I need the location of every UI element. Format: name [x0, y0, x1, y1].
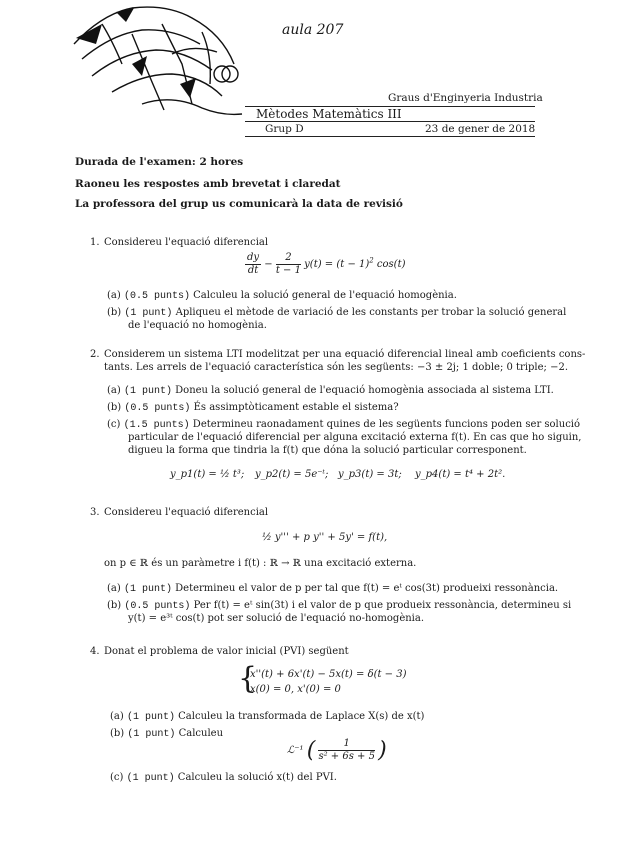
- q2c-item-cont2: digueu la forma que tindria la f(t) que dóna la solució particular corresponent.: [128, 445, 527, 456]
- q4a-item: (a) (1 punt) Calculeu la transformada de Laplace X(s) de x(t): [110, 711, 425, 723]
- q2-func-3: y_p3(t) = 3t;: [338, 469, 402, 480]
- q2-intro: Considerem un sistema LTI modelitzat per una equació diferencial lineal amb coeficients cons-: [104, 349, 586, 360]
- q3a-item: (a) (1 punt) Determineu el valor de p per tal que f(t) = eᵗ cos(3t) produeixi ressonància.: [107, 583, 559, 595]
- header-rule-bottom: [245, 136, 535, 137]
- q3-equation: ½ y''' + p y'' + 5y' = f(t),: [262, 532, 388, 543]
- q4b-laplace-expr: ℒ⁻¹ ( $\frac{1}{\text{s² + 6s + 5}}$ ): [287, 738, 387, 763]
- q3-intro: Considereu l'equació diferencial: [104, 507, 269, 518]
- q2-func-2: y_p2(t) = 5e⁻ᵗ;: [255, 469, 329, 480]
- q3-number: 3.: [90, 507, 100, 518]
- q2c-item-cont: particular de l'equació diferencial per alguna excitació externa f(t). En cas que ho siguin,: [128, 432, 582, 443]
- q1b-item: (b) (1 punt) Apliqueu el mètode de variació de les constants per trobar la solució general: [107, 307, 567, 319]
- q3b-item: (b) (0.5 punts) Per f(t) = eᵗ sin(3t) i el valor de p que produeix ressonància, determineu si: [107, 600, 572, 612]
- q4-system-brace: {: [238, 661, 258, 696]
- q2a-item: (a) (1 punt) Doneu la solució general de l'equació homogènia associada al sistema LTI.: [107, 385, 554, 397]
- instruction-reasoning: Raoneu les respostes amb brevetat i claredat: [75, 178, 341, 190]
- handwritten-room-note: aula 207: [282, 22, 344, 38]
- instruction-review: La professora del grup us comunicarà la data de revisió: [75, 198, 403, 210]
- q4-system-eq2: x(0) = 0, x'(0) = 0: [250, 684, 341, 695]
- q4b-item: (b) (1 punt) Calculeu: [110, 728, 224, 740]
- q1-intro: Considereu l'equació diferencial: [104, 237, 269, 248]
- group-label: Grup D: [265, 123, 304, 135]
- q4-intro: Donat el problema de valor inicial (PVI) següent: [104, 646, 349, 657]
- q1b-item-cont: de l'equació no homogènia.: [128, 320, 267, 331]
- q2-number: 2.: [90, 349, 100, 360]
- instruction-duration: Durada de l'examen: 2 hores: [75, 156, 244, 168]
- degree-title: Graus d'Enginyeria Industria: [388, 92, 543, 104]
- faculty-logo-drawing: [72, 4, 252, 122]
- q1-equation: $\frac{dy}{dt}$ − $\frac{2}{t - 1}$ $y(t) = (t - 1)^2$ cos(t): [247, 252, 406, 276]
- q4-system-eq1: x''(t) + 6x'(t) − 5x(t) = δ(t − 3): [250, 669, 407, 680]
- q1-number: 1.: [90, 237, 100, 248]
- q3-where: on p ∈ ℝ és un paràmetre i f(t) : ℝ → ℝ una excitació externa.: [104, 558, 417, 569]
- q4c-item: (c) (1 punt) Calculeu la solució x(t) del PVI.: [110, 772, 337, 784]
- q2-func-1: y_p1(t) = ½ t³;: [170, 469, 245, 480]
- q4-number: 4.: [90, 646, 100, 657]
- q2-intro-cont: tants. Les arrels de l'equació característica són les següents: −3 ± 2j; 1 doble; 0 triple; −2.: [104, 362, 569, 373]
- q2-func-4: y_p4(t) = t⁴ + 2t².: [415, 469, 506, 480]
- header-rule-mid: [245, 121, 535, 122]
- q3b-item-cont: y(t) = e³ᵗ cos(t) pot ser solució de l'equació no-homogènia.: [128, 613, 425, 624]
- q1a-item: (a) (0.5 punts) Calculeu la solució general de l'equació homogènia.: [107, 290, 457, 302]
- exam-date: 23 de gener de 2018: [425, 123, 536, 135]
- q2c-item: (c) (1.5 punts) Determineu raonadament quines de les següents funcions poden ser solució: [107, 419, 581, 431]
- q2b-item: (b) (0.5 punts) És assimptòticament estable el sistema?: [107, 402, 399, 414]
- course-title: Mètodes Matemàtics III: [256, 107, 402, 121]
